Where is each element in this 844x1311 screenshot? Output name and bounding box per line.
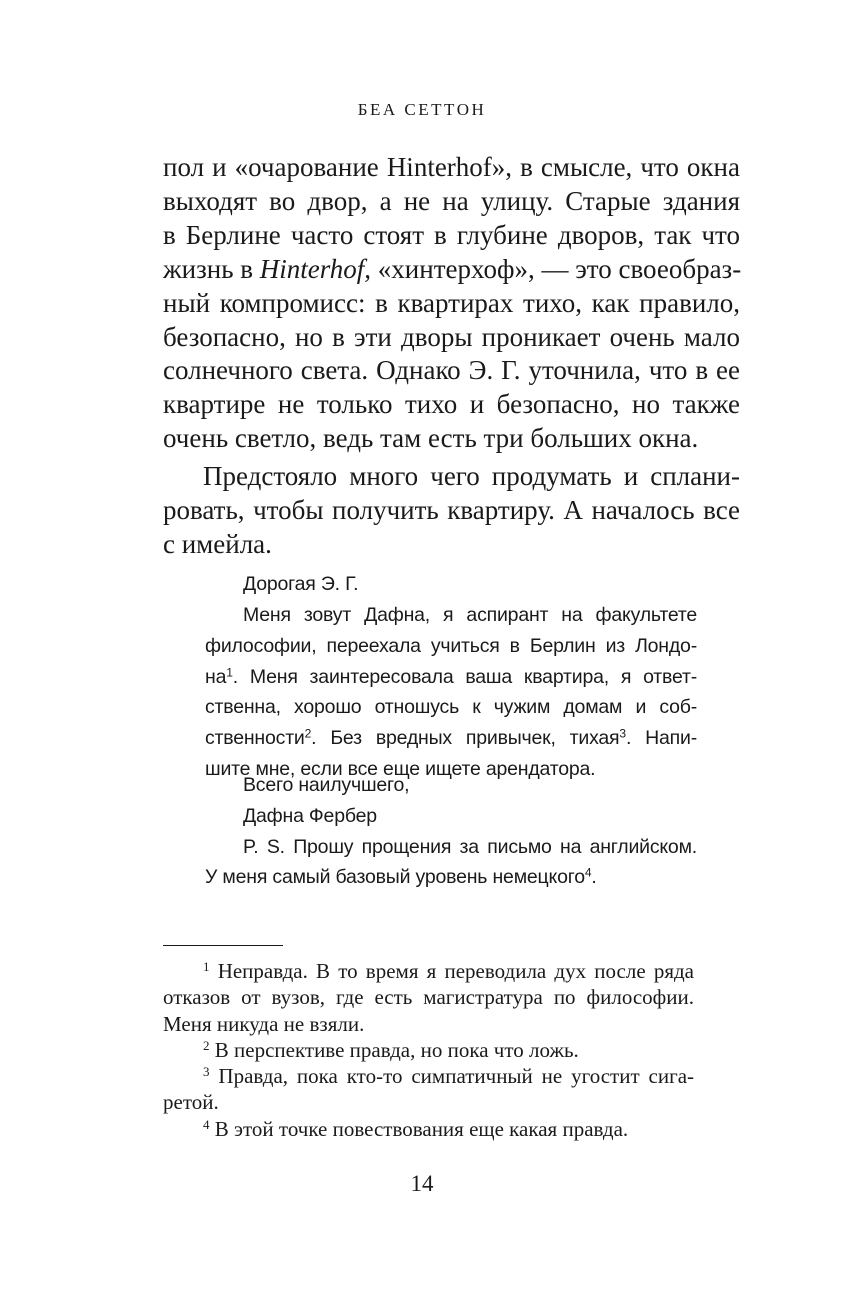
- text-line: ный компромисс: в квартирах тихо, как правило,: [163, 287, 740, 318]
- text-line: Предстояло много чего продумать и сплани-: [203, 461, 740, 491]
- paragraph-1: [163, 151, 740, 456]
- text-line: Меня никуда не взяли.: [163, 1011, 365, 1036]
- footnote-2: [163, 1037, 694, 1063]
- text-line: очень светло, ведь там есть три больших окна.: [163, 423, 699, 454]
- text-line: [205, 723, 697, 754]
- letter-body: [205, 600, 697, 785]
- text-segment: на: [205, 665, 227, 688]
- page-number: 14: [410, 1171, 434, 1196]
- footnote-3: [163, 1063, 694, 1089]
- text-segment: . Без вредных привычек, тихая: [311, 727, 620, 750]
- text-segment: жизнь в: [163, 253, 254, 284]
- text-segment: Правда, пока кто-то симпатичный не угостит сига-: [218, 1064, 695, 1089]
- footnote-mark-1: 1: [203, 958, 210, 974]
- text-segment: . Меня заинтересовала ваша квартира, я ответ-: [232, 665, 697, 688]
- text-line: отказов от вузов, где есть магистратура по философии.: [163, 985, 694, 1010]
- letter-closing: Всего наилучшего,: [243, 774, 410, 796]
- text-line: с имейла.: [163, 528, 272, 559]
- letter-ps-line: [205, 862, 697, 893]
- text-segment: «хинтерхоф», — это своеобраз-: [377, 253, 742, 284]
- letter-signature: Дафна Фербер: [243, 804, 377, 827]
- text-line: философии, переехала учиться в Берлин из Лондо-: [205, 634, 697, 657]
- text-segment: В этой точке повествования еще какая правда.: [214, 1116, 629, 1141]
- letter-ps-line: P. S. Прошу прощения за письмо на английском.: [243, 835, 697, 858]
- paragraph-2: [163, 460, 740, 562]
- text-line: пол и «очарование Hinterhof», в смысле, что окна: [163, 152, 740, 182]
- footnote-ref-1: 1: [226, 664, 233, 679]
- text-line: ретой.: [163, 1090, 219, 1115]
- footnote-ref-4: 4: [584, 865, 592, 880]
- text-segment: .: [591, 866, 597, 889]
- text-segment: ственности: [205, 727, 305, 750]
- letter-greeting-block: [205, 569, 697, 600]
- footnote-mark-3: 3: [203, 1064, 210, 1080]
- text-line: ственна, хорошо отношусь к чужим домам и соб-: [205, 696, 697, 719]
- text-segment: . Напи-: [625, 727, 697, 750]
- text-line: выходят во двор, а не на улицу. Старые здания: [163, 185, 740, 216]
- footnote-mark-4: 4: [203, 1116, 210, 1132]
- text-line: [163, 253, 740, 287]
- text-segment: В перспективе правда, но пока что ложь.: [214, 1037, 579, 1062]
- letter-signoff: [205, 770, 697, 893]
- text-line: Меня зовут Дафна, я аспирант на факультете: [243, 604, 697, 626]
- footnote-4: [163, 1116, 694, 1142]
- text-line: [205, 662, 697, 693]
- text-line: солнечного света. Однако Э. Г. уточнила, что в ее: [163, 355, 740, 386]
- footnote-1: [163, 958, 694, 984]
- text-line: шите мне, если все еще ищете арендатора.: [205, 757, 596, 780]
- footnote-mark-2: 2: [203, 1037, 210, 1053]
- text-segment: Неправда. В то время я переводила дух после ряда: [217, 959, 694, 983]
- running-header: БЕА СЕТТОН: [357, 100, 487, 119]
- text-line: квартире не только тихо и безопасно, но также: [163, 389, 740, 420]
- footnote-ref-2: 2: [304, 726, 312, 741]
- footnotes: [163, 958, 694, 1142]
- text-line: ровать, чтобы получить квартиру. А началось все: [163, 494, 740, 525]
- text-line: безопасно, но в эти дворы проникает очень мало: [163, 321, 740, 352]
- italic-term: Hinterhof,: [259, 253, 372, 284]
- text-segment: У меня самый базовый уровень немецкого: [205, 866, 585, 889]
- footnote-separator: [163, 945, 283, 946]
- text-line: в Берлине часто стоят в глубине дворов, так что: [163, 219, 740, 250]
- footnote-ref-3: 3: [619, 726, 626, 741]
- letter-greeting: Дорогая Э. Г.: [243, 573, 359, 595]
